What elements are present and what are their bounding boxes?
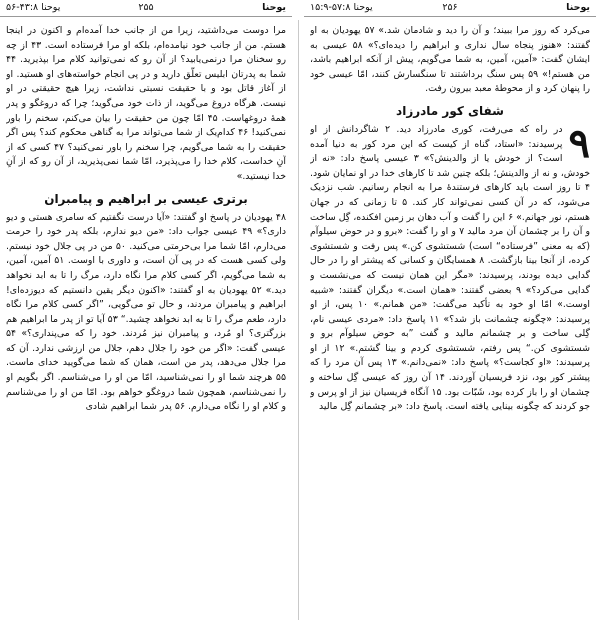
book-name: یوحنا xyxy=(262,2,286,13)
paragraph: ۴۸ یهودیان در پاسخ او گفتند: «آیا درست نگفتیم که سامری هستی و دیو داری؟» ۴۹ عیسی جواب داد: «من دیو ندارم، بلکه پدر خود را حرمت می‌دارم، امّا شما مرا بی‌حرمتی می‌کنید. ۵۰ من در پی جلال خود نیستم. ولی کسی هست که در پی آن است، و داوری با اوست. ۵۱ آمین، آمین، به شما می‌گویم، اگر کسی کلام مرا نگاه دارد، مرگ را تا به ابد نخواهد دید.» ۵۲ یهودیان به او گفتند: «اکنون دیگر یقین دانستیم که دیوزده‌ای! ابراهیم و پیامبران مردند، و حال تو می‌گویی، ”اگر کسی کلام مرا نگاه دارد، طعم مرگ را تا به ابد نخواهد چشید.“ ۵۳ آیا تو از پدر ما ابراهیم هم بزرگتری؟ او مُرد، و پیامبران نیز مُردند. خود را که می‌پنداری؟» ۵۴ عیسی گفت: «اگر من خود را جلال دهم، جلال من ارزشی ندارد. آن که مرا جلال می‌دهد، پدر من است، همان که شما می‌گویید خدای ماست. ۵۵ هرچند شما او را نمی‌شناسید، امّا من او را می‌شناسم. اگر بگویم او را نمی‌شناسم، همچون شما دروغگو خواهم بود. امّا من او را می‌شناسم و کلام او را نگاه می‌دارم. ۵۶ پدر شما ابراهیم شادی xyxy=(6,211,286,413)
page-number: ۲۵۶ xyxy=(442,2,458,13)
section-heading: شفای کور مادرزاد xyxy=(396,103,504,118)
right-page-header xyxy=(304,0,596,17)
right-page-text xyxy=(310,24,590,622)
paragraph: مرا دوست می‌داشتید، زیرا من از جانب خدا آمده‌ام و اکنون در اینجا هستم. من از جانب خود نیامده‌ام، بلکه او مرا فرستاده است. ۴۳ از چه رو سخنان مرا درنمی‌یابید؟ از آن رو که نمی‌توانید کلام مرا بپذیرید. ۴۴ شما به پدرتان ابلیس تعلّق دارید و در پی انجام خواسته‌های او هستید. او از آغاز قاتل بود و با حقیقت نسبتی نداشت، زیرا هیچ حقیقتی در او نیست. هرگاه دروغ می‌گوید، از ذات خود می‌گوید؛ چرا که دروغگو و پدر همهٔ دروغهاست. ۴۵ امّا چون من حقیقت را بیان می‌کنم، سخنم را باور نمی‌کنید! ۴۶ کدام‌یک از شما می‌تواند مرا به گناهی محکوم کند؟ پس اگر حقیقت را به شما می‌گویم، چرا سخنم را باور نمی‌کنید؟ ۴۷ کسی که از آنِ خداست، کلام خدا را می‌پذیرد، امّا شما نمی‌پذیرید، از آن رو که از آنِ خدا نیستید.» xyxy=(6,25,286,182)
page-gutter-divider xyxy=(298,20,299,620)
right-page xyxy=(304,0,596,626)
left-page-text xyxy=(6,24,286,622)
verse-range-ref: ۵۶-۴۳:۸ یوحنا xyxy=(6,2,61,13)
chapter-number: ۹ xyxy=(568,119,590,167)
book-name: یوحنا xyxy=(566,2,590,13)
paragraph: در راه که می‌رفت، کوری مادرزاد دید. ۲ شاگردانش از او پرسیدند: «استاد، گناه از کیست که این مرد کور به دنیا آمده است؟ از خودش یا از والدینش؟» ۳ عیسی پاسخ داد: «نه از خودش، و نه از والدینش؛ بلکه چنین شد تا کارهای خدا در او نمایان شود. ۴ تا روز است باید کارهای فرستندهٔ مرا به انجام رسانیم. شب نزدیک می‌شود، که در آن کسی نمی‌تواند کار کند. ۵ تا زمانی که در جهان هستم، نور جهانم.» ۶ این را گفت و آب دهان بر زمین افکنده، گِل ساخت و آن را بر چشمان آن مرد مالید ۷ و او را گفت: «برو و در حوض سیلوآم (که به معنی ”فرستاده“ است) شستشوی کن.» پس رفت و شستشوی کرده، از آنجا بینا بازگشت. ۸ همسایگان و کسانی که پیشتر او را در حال گدایی دیده بودند، پرسیدند: «مگر این همان نیست که می‌نشست و گدایی می‌کرد؟» ۹ بعضی گفتند: «همان است.» دیگران گفتند: «شبیه اوست.» امّا او خود به تأکید می‌گفت: «من همانم.» ۱۰ پس، از او پرسیدند: «چگونه چشمانت باز شد؟» ۱۱ پاسخ داد: «مردی عیسی نام، گِلی ساخت و بر چشمانم مالید و گفت ”به حوض سیلوآم برو و شستشوی کن.“ پس رفتم، شستشوی کردم و بینا گشتم.» ۱۲ از او پرسیدند: «او کجاست؟» پاسخ داد: «نمی‌دانم.» ۱۳ پس آن مرد را که پیشتر کور بود، نزد فریسیان آوردند. ۱۴ آن روز که عیسی گِل ساخته و چشمان او را باز کرده بود، شَبّات بود. ۱۵ آنگاه فریسیان نیز از او پرس و جو کردند که چگونه بینایی یافته است. پاسخ داد: «بر چشمانم گِل مالید xyxy=(310,123,590,413)
left-page-header xyxy=(0,0,292,17)
page-number: ۲۵۵ xyxy=(138,2,154,13)
section-heading: برتری عیسی بر ابراهیم و پیامبران xyxy=(44,191,248,206)
left-page xyxy=(0,0,292,626)
verse-range-ref: ۱۵:۹-۵۷:۸ یوحنا xyxy=(310,2,373,13)
paragraph: می‌کرد که روز مرا ببیند؛ و آن را دید و شادمان شد.» ۵۷ یهودیان به او گفتند: «هنوز پنجاه سال نداری و ابراهیم را دیده‌ای؟» ۵۸ عیسی به ایشان گفت: «آمین، آمین، به شما می‌گویم، پیش از آنکه ابراهیم باشد، من هستم!» ۵۹ پس سنگ برداشتند تا سنگسارش کنند، امّا عیسی خود را پنهان کرد و از محوطهٔ معبد بیرون رفت. xyxy=(310,25,590,95)
